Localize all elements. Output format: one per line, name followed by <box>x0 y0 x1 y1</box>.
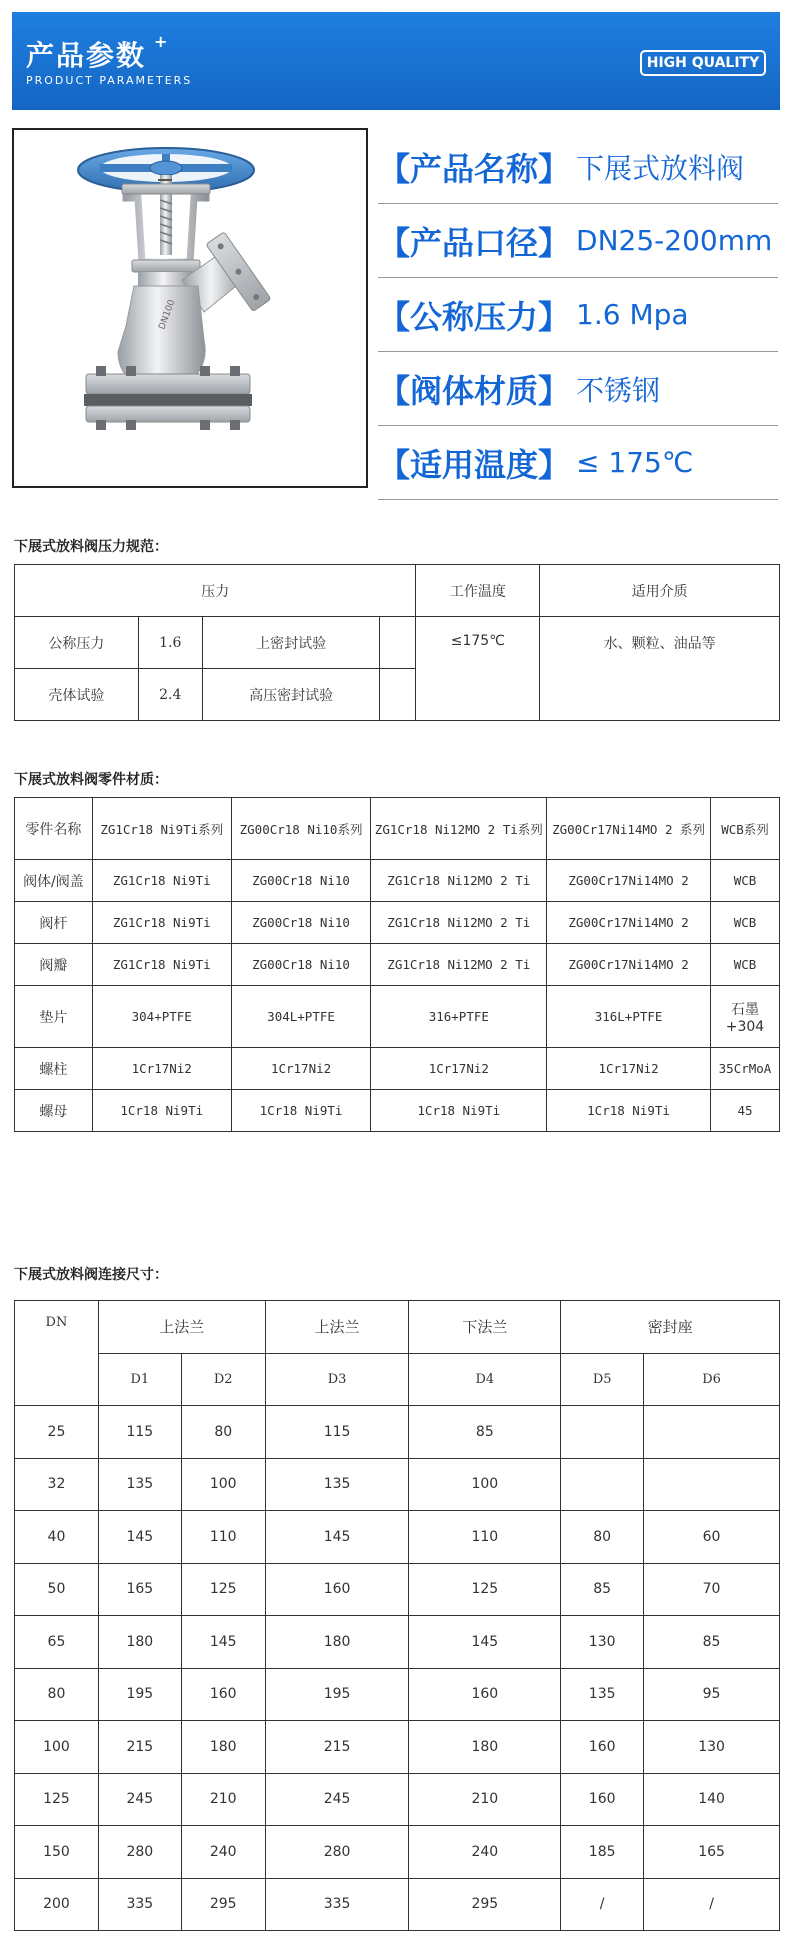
table-cell: 160 <box>561 1721 644 1774</box>
spec-value: 不锈钢 <box>576 373 661 407</box>
table-cell: 130 <box>561 1616 644 1669</box>
spec-value: DN25-200mm <box>576 224 773 257</box>
table-header-cell: ZG00Cr18 Ni10系列 <box>231 798 371 860</box>
banner-subtitle: PRODUCT PARAMETERS <box>26 74 193 87</box>
table-cell: 60 <box>644 1511 780 1564</box>
table-cell: 高压密封试验 <box>202 669 380 721</box>
table-header-cell: 工作温度 <box>416 565 540 617</box>
table-cell: 115 <box>98 1406 181 1459</box>
spec-value: 1.6 Mpa <box>576 298 689 331</box>
table-cell: 135 <box>561 1668 644 1721</box>
table-cell <box>644 1458 780 1511</box>
table-cell: 50 <box>15 1563 99 1616</box>
spec-label: 【产品名称】 <box>378 149 571 188</box>
table-cell: 100 <box>15 1721 99 1774</box>
table-cell: 110 <box>181 1511 265 1564</box>
table-cell: 35CrMoA <box>710 1048 779 1090</box>
table-header-cell: 压力 <box>15 565 416 617</box>
table-cell: ZG00Cr17Ni14MO 2 <box>547 860 711 902</box>
table-cell: 1Cr17Ni2 <box>371 1048 547 1090</box>
spec-row-material <box>378 352 778 426</box>
table-row <box>15 798 780 860</box>
table-cell: 165 <box>98 1563 181 1616</box>
table-cell: 1Cr17Ni2 <box>92 1048 231 1090</box>
spec-list <box>378 130 778 500</box>
table-cell: 85 <box>561 1563 644 1616</box>
table-cell: 316L+PTFE <box>547 986 711 1048</box>
table-header-cell: 适用介质 <box>540 565 780 617</box>
table-cell <box>380 669 416 721</box>
table-cell: WCB <box>710 860 779 902</box>
table-cell: 245 <box>98 1773 181 1826</box>
table-cell: 295 <box>181 1878 265 1931</box>
table-cell: 1Cr18 Ni9Ti <box>92 1090 231 1132</box>
table-cell: / <box>561 1878 644 1931</box>
table-cell: 125 <box>181 1563 265 1616</box>
table-cell: 180 <box>98 1616 181 1669</box>
table-cell: ZG00Cr18 Ni10 <box>231 902 371 944</box>
table-cell: ZG1Cr18 Ni9Ti <box>92 944 231 986</box>
table-cell: 304+PTFE <box>92 986 231 1048</box>
valve-illustration <box>14 130 366 486</box>
table-cell: 135 <box>265 1458 409 1511</box>
table-cell: 公称压力 <box>15 617 139 669</box>
spec-label: 【阀体材质】 <box>378 371 571 410</box>
table-row <box>15 617 780 669</box>
table-cell <box>644 1406 780 1459</box>
table-row <box>15 1406 780 1459</box>
table-cell: 上密封试验 <box>202 617 380 669</box>
table-cell: ZG1Cr18 Ni12MO 2 Ti <box>371 944 547 986</box>
table-cell: 125 <box>15 1773 99 1826</box>
table-cell: 195 <box>265 1668 409 1721</box>
table-row <box>15 1826 780 1879</box>
table-cell: 210 <box>409 1773 561 1826</box>
table-cell: 65 <box>15 1616 99 1669</box>
table-row <box>15 1090 780 1132</box>
table-cell: 110 <box>409 1511 561 1564</box>
table-header-cell: D4 <box>409 1353 561 1406</box>
table-row <box>15 1458 780 1511</box>
table-cell: 115 <box>265 1406 409 1459</box>
table-cell: / <box>644 1878 780 1931</box>
table-header-cell: ZG1Cr18 Ni9Ti系列 <box>92 798 231 860</box>
table-cell: 阀杆 <box>15 902 93 944</box>
table-row <box>15 1773 780 1826</box>
table-cell: 160 <box>265 1563 409 1616</box>
table-cell: 25 <box>15 1406 99 1459</box>
spec-label: 【公称压力】 <box>378 297 571 336</box>
table-header-cell: D5 <box>561 1353 644 1406</box>
spec-value: ≤ 175℃ <box>576 446 694 479</box>
table-cell: 200 <box>15 1878 99 1931</box>
spec-row-size <box>378 204 778 278</box>
table-row <box>15 1721 780 1774</box>
table-cell: 95 <box>644 1668 780 1721</box>
table-cell: WCB <box>710 902 779 944</box>
material-table <box>14 797 780 1132</box>
table-cell: 80 <box>15 1668 99 1721</box>
table-cell: 240 <box>181 1826 265 1879</box>
table-cell: 140 <box>644 1773 780 1826</box>
table-cell: 100 <box>409 1458 561 1511</box>
table-cell: 180 <box>265 1616 409 1669</box>
table-header-cell: 密封座 <box>561 1301 780 1354</box>
table-row <box>15 1511 780 1564</box>
table-cell: 45 <box>710 1090 779 1132</box>
table-cell: 280 <box>98 1826 181 1879</box>
table-cell: 180 <box>181 1721 265 1774</box>
table-cell: ZG00Cr18 Ni10 <box>231 944 371 986</box>
material-section-title: 下展式放料阀零件材质： <box>14 772 168 788</box>
table-cell: 335 <box>265 1878 409 1931</box>
table-cell: 螺柱 <box>15 1048 93 1090</box>
spec-row-name <box>378 130 778 204</box>
banner-plus-mark: + <box>154 32 168 51</box>
table-cell <box>561 1458 644 1511</box>
table-cell: 215 <box>98 1721 181 1774</box>
table-cell: 316+PTFE <box>371 986 547 1048</box>
dimension-table <box>14 1300 780 1931</box>
table-cell: 145 <box>409 1616 561 1669</box>
table-cell: 阀瓣 <box>15 944 93 986</box>
table-cell: 280 <box>265 1826 409 1879</box>
table-cell: 160 <box>409 1668 561 1721</box>
table-cell <box>561 1406 644 1459</box>
table-cell: 85 <box>409 1406 561 1459</box>
table-cell: 水、颗粒、油品等 <box>540 617 780 721</box>
table-row <box>15 944 780 986</box>
table-cell: 100 <box>181 1458 265 1511</box>
spec-label: 【适用温度】 <box>378 445 571 484</box>
table-cell: 160 <box>181 1668 265 1721</box>
table-cell: 145 <box>98 1511 181 1564</box>
quality-badge: HIGH QUALITY <box>640 50 766 76</box>
table-cell: 180 <box>409 1721 561 1774</box>
table-cell: ZG00Cr18 Ni10 <box>231 860 371 902</box>
table-cell: 130 <box>644 1721 780 1774</box>
table-row <box>15 565 780 617</box>
table-cell: 215 <box>265 1721 409 1774</box>
table-cell: 135 <box>98 1458 181 1511</box>
table-header-cell: D3 <box>265 1353 409 1406</box>
table-row <box>15 1616 780 1669</box>
table-cell: 1Cr18 Ni9Ti <box>371 1090 547 1132</box>
spec-row-temperature <box>378 426 778 500</box>
table-row <box>15 1668 780 1721</box>
table-cell: 1Cr18 Ni9Ti <box>231 1090 371 1132</box>
table-header-cell: 上法兰 <box>265 1301 409 1354</box>
table-cell: ZG1Cr18 Ni12MO 2 Ti <box>371 860 547 902</box>
table-cell: ≤175℃ <box>416 617 540 721</box>
table-cell: 石墨+304 <box>710 986 779 1048</box>
table-cell: 245 <box>265 1773 409 1826</box>
table-cell: 阀体/阀盖 <box>15 860 93 902</box>
table-header-cell: D1 <box>98 1353 181 1406</box>
table-cell: 304L+PTFE <box>231 986 371 1048</box>
table-cell: 150 <box>15 1826 99 1879</box>
table-cell: 70 <box>644 1563 780 1616</box>
table-cell: 160 <box>561 1773 644 1826</box>
table-row <box>15 986 780 1048</box>
table-header-cell: D2 <box>181 1353 265 1406</box>
table-cell: 335 <box>98 1878 181 1931</box>
table-cell: 195 <box>98 1668 181 1721</box>
table-header-cell: ZG1Cr18 Ni12MO 2 Ti系列 <box>371 798 547 860</box>
table-row <box>15 1048 780 1090</box>
table-cell: 210 <box>181 1773 265 1826</box>
product-photo <box>12 128 368 488</box>
table-row <box>15 860 780 902</box>
spec-label: 【产品口径】 <box>378 223 571 262</box>
spec-value: 下展式放料阀 <box>576 151 745 185</box>
table-cell: ZG00Cr17Ni14MO 2 <box>547 944 711 986</box>
table-cell: 2.4 <box>138 669 202 721</box>
table-row <box>15 1878 780 1931</box>
table-cell: ZG1Cr18 Ni9Ti <box>92 860 231 902</box>
table-cell: ZG1Cr18 Ni9Ti <box>92 902 231 944</box>
table-cell: 垫片 <box>15 986 93 1048</box>
table-cell: 165 <box>644 1826 780 1879</box>
header-banner <box>12 12 780 110</box>
spec-row-pressure <box>378 278 778 352</box>
table-header-cell: 上法兰 <box>98 1301 265 1354</box>
table-cell: 240 <box>409 1826 561 1879</box>
dimension-section-title: 下展式放料阀连接尺寸： <box>14 1267 168 1283</box>
table-cell: 1Cr17Ni2 <box>547 1048 711 1090</box>
table-row <box>15 1301 780 1354</box>
table-cell: 1Cr18 Ni9Ti <box>547 1090 711 1132</box>
table-cell: 80 <box>561 1511 644 1564</box>
table-cell: 40 <box>15 1511 99 1564</box>
table-cell: 85 <box>644 1616 780 1669</box>
table-header-cell: WCB系列 <box>710 798 779 860</box>
table-cell: 125 <box>409 1563 561 1616</box>
table-cell: 295 <box>409 1878 561 1931</box>
table-cell: 1.6 <box>138 617 202 669</box>
table-header-cell: 下法兰 <box>409 1301 561 1354</box>
table-cell: ZG00Cr17Ni14MO 2 <box>547 902 711 944</box>
table-cell: 80 <box>181 1406 265 1459</box>
pressure-table <box>14 564 780 721</box>
table-cell: ZG1Cr18 Ni12MO 2 Ti <box>371 902 547 944</box>
banner-title: 产品参数 <box>26 39 147 72</box>
table-cell: 32 <box>15 1458 99 1511</box>
svg-text:DN100: DN100 <box>157 298 178 332</box>
table-row <box>15 1353 780 1406</box>
table-header-cell: D6 <box>644 1353 780 1406</box>
table-row <box>15 902 780 944</box>
table-header-cell: DN <box>15 1301 99 1406</box>
table-cell: 145 <box>265 1511 409 1564</box>
pressure-section-title: 下展式放料阀压力规范： <box>14 539 168 555</box>
table-header-cell: ZG00Cr17Ni14MO 2 系列 <box>547 798 711 860</box>
table-cell: WCB <box>710 944 779 986</box>
table-cell: 1Cr17Ni2 <box>231 1048 371 1090</box>
table-header-cell: 零件名称 <box>15 798 93 860</box>
table-cell: 壳体试验 <box>15 669 139 721</box>
table-cell: 145 <box>181 1616 265 1669</box>
table-cell <box>380 617 416 669</box>
table-cell: 185 <box>561 1826 644 1879</box>
table-cell: 螺母 <box>15 1090 93 1132</box>
table-row <box>15 1563 780 1616</box>
